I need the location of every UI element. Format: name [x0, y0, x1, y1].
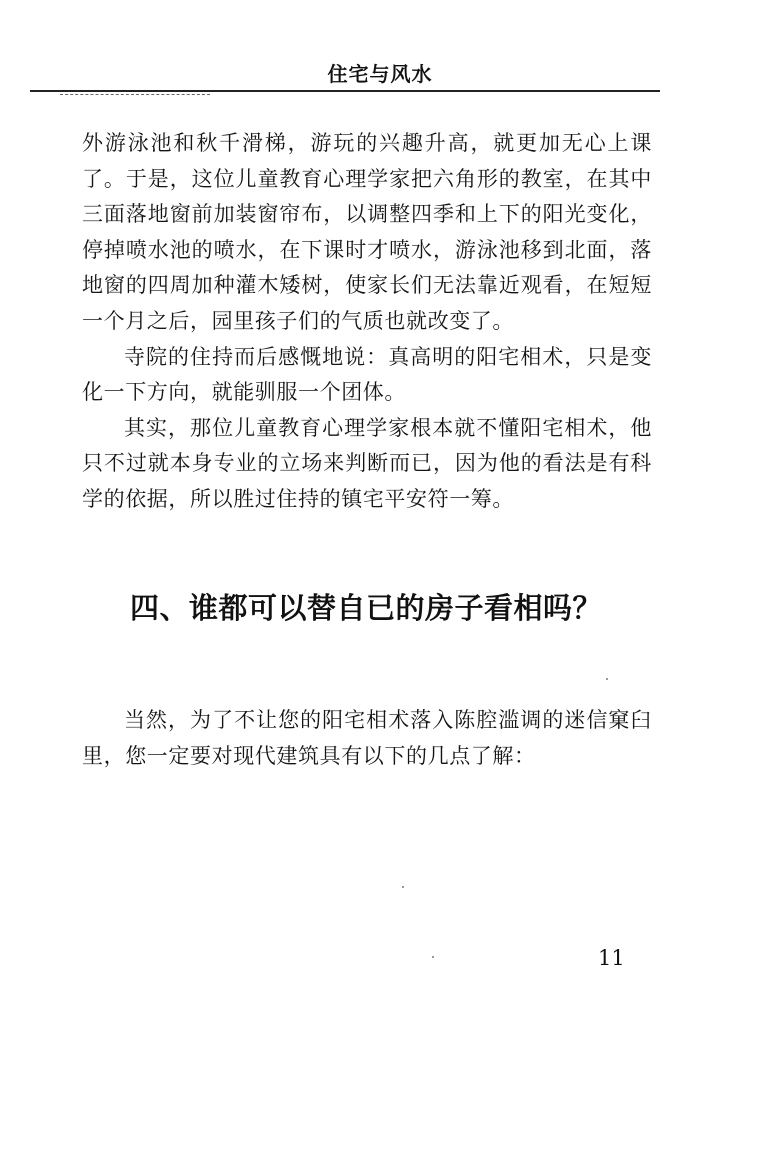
scan-speck	[606, 678, 608, 680]
page-number: 11	[598, 946, 625, 970]
scan-speck	[402, 886, 404, 888]
scan-speck	[432, 956, 434, 958]
paragraph-continuation: 外游泳池和秋千滑梯，游玩的兴趣升高，就更加无心上课了。于是，这位儿童教育心理学家把六角形的教室，在其中三面落地窗前加装窗帘布，以调整四季和上下的阳光变化，停掉喷水池的喷水，在下课时才喷水，游泳池移到北面，落地窗的四周加种灌木矮树，使家长们无法靠近观看，在短短一个月之后，园里孩子们的气质也就改变了。	[82, 131, 652, 333]
header-rule	[30, 90, 660, 92]
section-body	[82, 702, 652, 774]
paragraph-explanation: 其实，那位儿童教育心理学家根本就不懂阳宅相术，他只不过就本身专业的立场来判断而已，因为他的看法是有科学的依据，所以胜过住持的镇宅平安符一筹。	[82, 415, 652, 511]
running-head: 住宅与风水	[327, 62, 433, 86]
body-text	[82, 126, 652, 518]
paragraph-abbot-remark: 寺院的住持而后感慨地说：真高明的阳宅相术，只是变化一下方向，就能驯服一个团体。	[82, 344, 652, 405]
header-rule-shadow	[60, 94, 210, 95]
section-paragraph: 当然，为了不让您的阳宅相术落入陈腔滥调的迷信窠臼里，您一定要对现代建筑具有以下的几点了解：	[82, 708, 652, 768]
section-heading: 四、谁都可以替自已的房子看相吗？	[130, 591, 603, 625]
